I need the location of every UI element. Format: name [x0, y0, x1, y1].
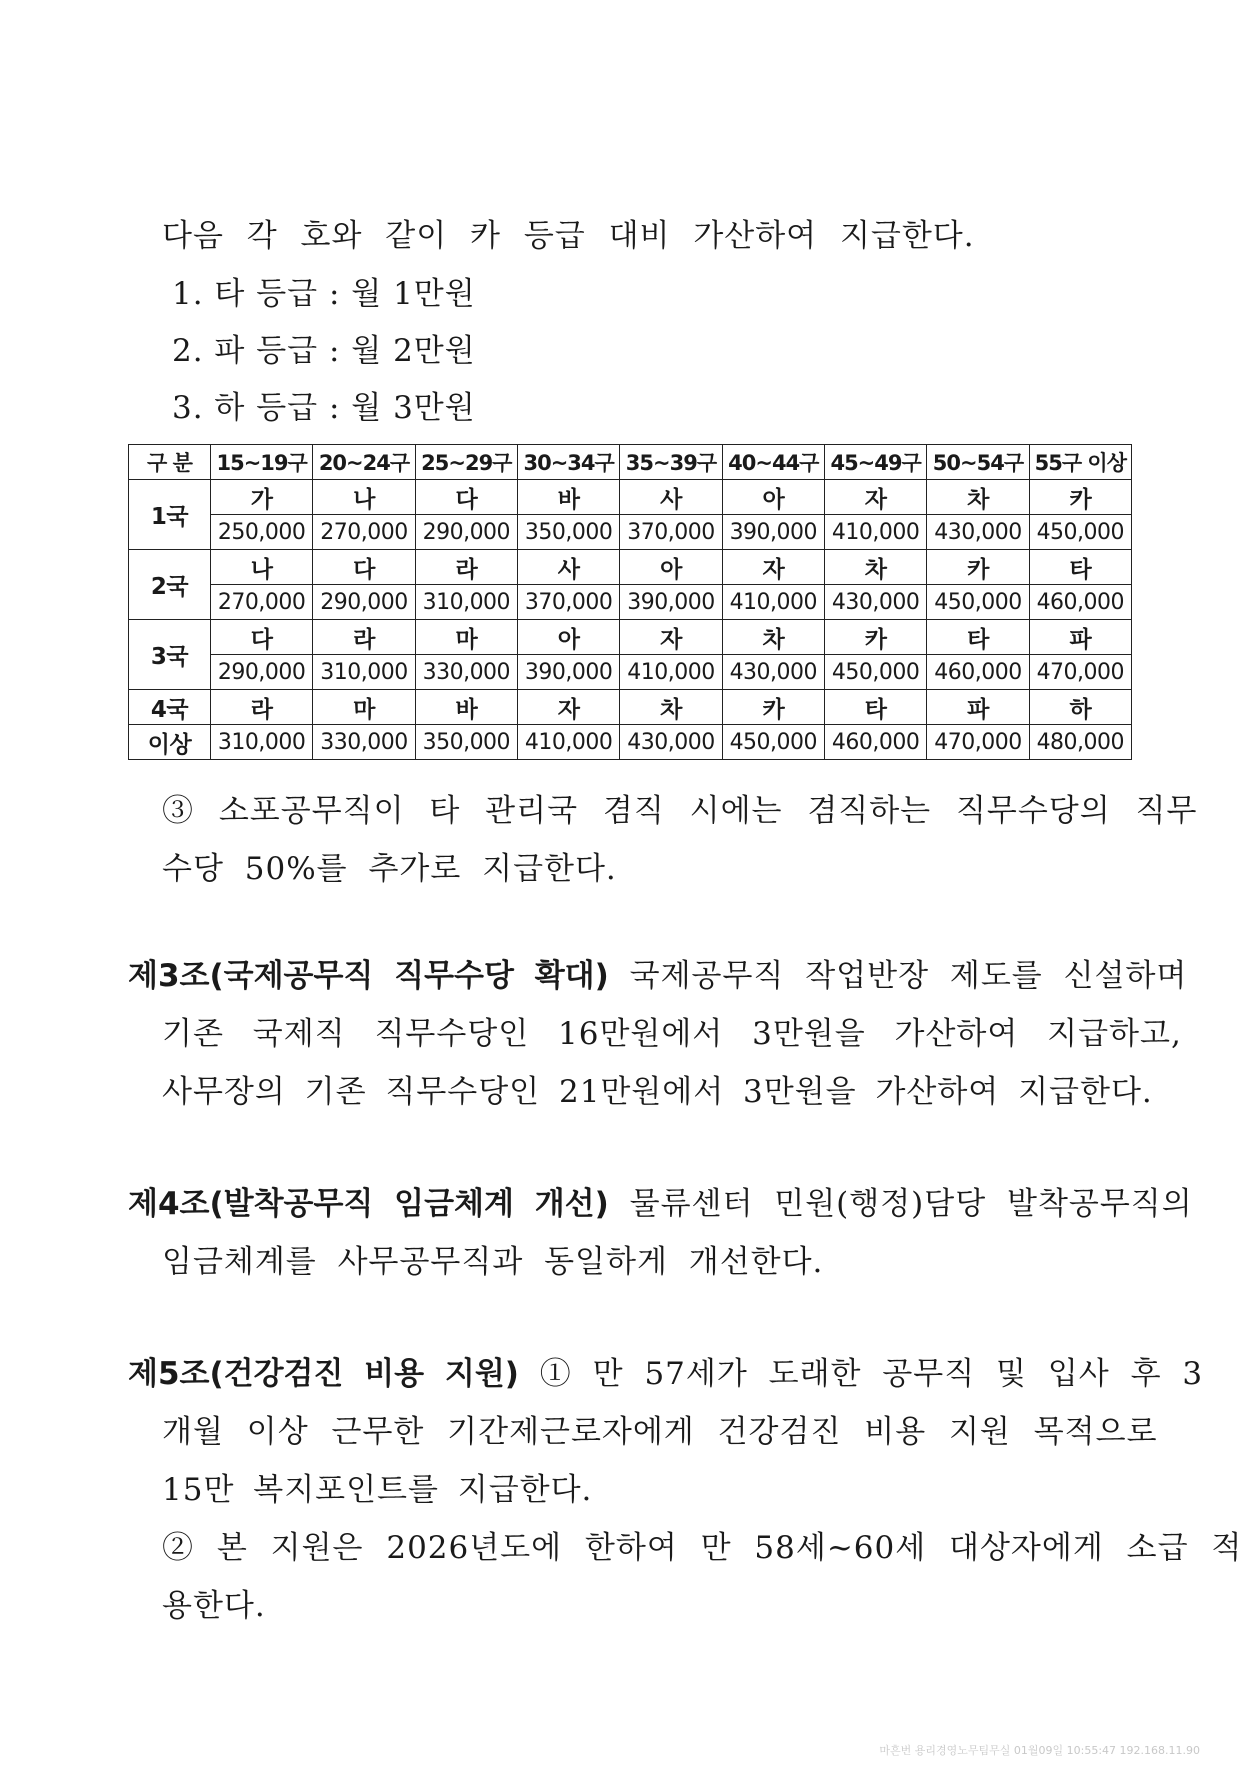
article5-line: ② 본 지원은 2026년도에 한하여 만 58세~60세 대상자에게 소급 적	[162, 1530, 1243, 1566]
table-header-cell: 15~19구	[211, 445, 313, 480]
amount-cell: 250,000	[211, 515, 313, 550]
grade-cell: 차	[824, 550, 926, 585]
grade-cell: 카	[824, 620, 926, 655]
article4-line	[128, 1178, 1193, 1223]
article4-line: 임금체계를 사무공무직과 동일하게 개선한다.	[162, 1244, 824, 1280]
amount-cell: 430,000	[620, 725, 722, 760]
list-item: 1. 타 등급 : 월 1만원	[172, 276, 476, 312]
grade-cell: 타	[927, 620, 1029, 655]
amount-cell: 430,000	[927, 515, 1029, 550]
amount-cell: 370,000	[620, 515, 722, 550]
grade-cell: 아	[517, 620, 619, 655]
grade-cell: 라	[313, 620, 415, 655]
article5-title: 제5조(건강검진 비용 지원)	[128, 1356, 519, 1392]
grade-cell: 자	[620, 620, 722, 655]
amount-cell: 270,000	[313, 515, 415, 550]
row-label: 2국	[129, 550, 211, 620]
table-row	[129, 690, 1132, 725]
amount-cell: 290,000	[211, 655, 313, 690]
grade-cell: 자	[517, 690, 619, 725]
grade-cell: 다	[211, 620, 313, 655]
amount-cell: 310,000	[313, 655, 415, 690]
article3-title: 제3조(국제공무직 직무수당 확대)	[128, 958, 609, 994]
row-label: 이상	[129, 725, 211, 760]
table-header-cell: 45~49구	[824, 445, 926, 480]
amount-cell: 430,000	[722, 655, 824, 690]
grade-cell: 차	[927, 480, 1029, 515]
amount-cell: 450,000	[824, 655, 926, 690]
grade-cell: 파	[1029, 620, 1131, 655]
print-footer-stamp: 마흔번 용리경영노무팀무실 01월09일 10:55:47 192.168.11.90	[879, 1744, 1200, 1757]
article5-line	[128, 1348, 1203, 1393]
wage-grade-table	[128, 444, 1132, 760]
grade-cell: 카	[1029, 480, 1131, 515]
list-item: 2. 파 등급 : 월 2만원	[172, 333, 476, 369]
row-label: 1국	[129, 480, 211, 550]
amount-cell: 330,000	[313, 725, 415, 760]
grade-cell: 자	[722, 550, 824, 585]
amount-cell: 350,000	[517, 515, 619, 550]
table-header-row	[129, 445, 1132, 480]
amount-cell: 270,000	[211, 585, 313, 620]
grade-cell: 사	[517, 550, 619, 585]
table-header-cell: 55구 이상	[1029, 445, 1131, 480]
clause3-line: 수당 50%를 추가로 지급한다.	[162, 851, 617, 887]
amount-cell: 410,000	[517, 725, 619, 760]
grade-cell: 파	[927, 690, 1029, 725]
amount-cell: 370,000	[517, 585, 619, 620]
intro-text: 다음 각 호와 같이 카 등급 대비 가산하여 지급한다.	[162, 218, 975, 254]
amount-cell: 290,000	[415, 515, 517, 550]
grade-cell: 자	[824, 480, 926, 515]
grade-cell: 라	[415, 550, 517, 585]
table-header-cell: 30~34구	[517, 445, 619, 480]
grade-cell: 다	[313, 550, 415, 585]
amount-cell: 290,000	[313, 585, 415, 620]
grade-cell: 차	[722, 620, 824, 655]
article5-line: 15만 복지포인트를 지급한다.	[162, 1472, 593, 1508]
amount-cell: 310,000	[211, 725, 313, 760]
table-row	[129, 620, 1132, 655]
amount-cell: 470,000	[927, 725, 1029, 760]
grade-cell: 바	[517, 480, 619, 515]
grade-cell: 하	[1029, 690, 1131, 725]
amount-cell: 330,000	[415, 655, 517, 690]
amount-cell: 460,000	[1029, 585, 1131, 620]
table-header-cell: 25~29구	[415, 445, 517, 480]
table-row	[129, 725, 1132, 760]
row-label: 4국	[129, 690, 211, 725]
table-row	[129, 585, 1132, 620]
amount-cell: 390,000	[620, 585, 722, 620]
grade-cell: 타	[824, 690, 926, 725]
grade-cell: 나	[211, 550, 313, 585]
article4-text: 물류센터 민원(행정)담당 발착공무직의	[608, 1186, 1193, 1222]
article3-line: 사무장의 기존 직무수당인 21만원에서 3만원을 가산하여 지급한다.	[162, 1074, 1153, 1110]
table-row	[129, 550, 1132, 585]
amount-cell: 480,000	[1029, 725, 1131, 760]
amount-cell: 310,000	[415, 585, 517, 620]
amount-cell: 390,000	[722, 515, 824, 550]
grade-cell: 마	[313, 690, 415, 725]
grade-cell: 차	[620, 690, 722, 725]
table-header-cell: 구 분	[129, 445, 211, 480]
table-header-cell: 35~39구	[620, 445, 722, 480]
grade-cell: 라	[211, 690, 313, 725]
table-row	[129, 515, 1132, 550]
table-header-cell: 50~54구	[927, 445, 1029, 480]
amount-cell: 450,000	[722, 725, 824, 760]
grade-cell: 사	[620, 480, 722, 515]
grade-cell: 아	[620, 550, 722, 585]
row-label: 3국	[129, 620, 211, 690]
article4-title: 제4조(발착공무직 임금체계 개선)	[128, 1186, 609, 1222]
amount-cell: 460,000	[927, 655, 1029, 690]
grade-cell: 나	[313, 480, 415, 515]
article3-line: 기존 국제직 직무수당인 16만원에서 3만원을 가산하여 지급하고,	[162, 1016, 1182, 1052]
grade-cell: 타	[1029, 550, 1131, 585]
amount-cell: 410,000	[722, 585, 824, 620]
grade-cell: 카	[722, 690, 824, 725]
article5-text: ① 만 57세가 도래한 공무직 및 입사 후 3	[518, 1356, 1204, 1392]
amount-cell: 470,000	[1029, 655, 1131, 690]
table-header-cell: 20~24구	[313, 445, 415, 480]
grade-cell: 바	[415, 690, 517, 725]
table-row	[129, 480, 1132, 515]
amount-cell: 450,000	[1029, 515, 1131, 550]
amount-cell: 410,000	[824, 515, 926, 550]
article5-line: 용한다.	[162, 1588, 266, 1624]
grade-cell: 마	[415, 620, 517, 655]
amount-cell: 450,000	[927, 585, 1029, 620]
article3-line	[128, 950, 1187, 995]
amount-cell: 460,000	[824, 725, 926, 760]
article3-text: 국제공무직 작업반장 제도를 신설하며	[608, 958, 1188, 994]
amount-cell: 430,000	[824, 585, 926, 620]
amount-cell: 350,000	[415, 725, 517, 760]
amount-cell: 410,000	[620, 655, 722, 690]
grade-cell: 가	[211, 480, 313, 515]
amount-cell: 390,000	[517, 655, 619, 690]
grade-cell: 카	[927, 550, 1029, 585]
table-row	[129, 655, 1132, 690]
grade-cell: 다	[415, 480, 517, 515]
table-header-cell: 40~44구	[722, 445, 824, 480]
list-item: 3. 하 등급 : 월 3만원	[172, 390, 476, 426]
clause3-line: ③ 소포공무직이 타 관리국 겸직 시에는 겸직하는 직무수당의 직무	[162, 793, 1198, 829]
article5-line: 개월 이상 근무한 기간제근로자에게 건강검진 비용 지원 목적으로	[162, 1414, 1158, 1450]
grade-cell: 아	[722, 480, 824, 515]
